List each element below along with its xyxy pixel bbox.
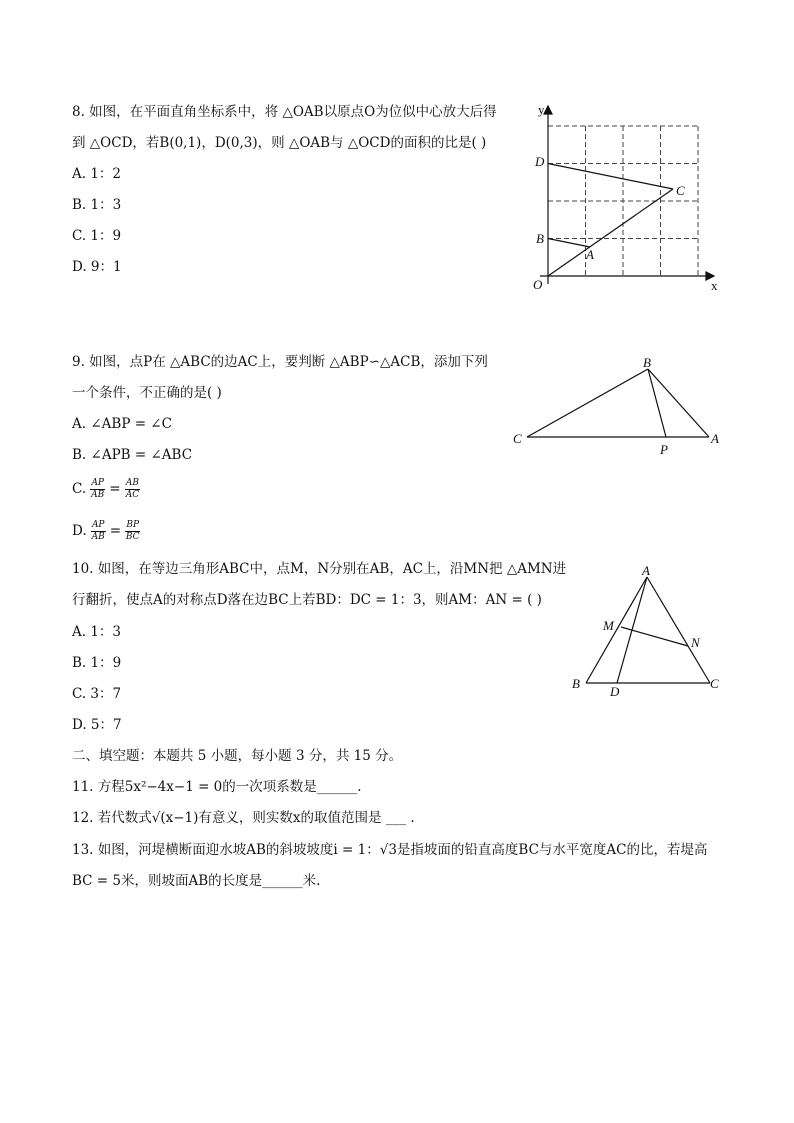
q8-option-a: A. 1：2 — [72, 166, 122, 182]
q9-option-c-num2: AB — [125, 478, 140, 488]
q8-triangles — [548, 164, 673, 277]
q9-line2: 一个条件，不正确的是( ) — [72, 385, 222, 401]
q10-label-n: N — [691, 635, 700, 650]
q8-axes — [540, 106, 714, 284]
q13-line1: 13. 如图，河堤横断面迎水坡AB的斜坡坡度i = 1：√3是指坡面的铅直高度BC与水平宽度AC的比，若堤高 — [72, 842, 708, 858]
q8-label-a: A — [586, 247, 594, 262]
q10-figure — [565, 560, 730, 700]
q9-option-c: C. $\frac{AP}{AB}$ = $\frac{AB}{AC}$ — [72, 478, 140, 500]
q8-option-b: B. 1：3 — [72, 197, 122, 213]
q10-option-c: C. 3：7 — [72, 686, 122, 702]
q9-option-b: B. ∠APB = ∠ABC — [72, 447, 193, 463]
q9-label-p: P — [660, 442, 668, 457]
q10-label-d: D — [610, 684, 620, 699]
q12-text: 12. 若代数式√(x−1)有意义，则实数x的取值范围是 ___ . — [72, 810, 415, 826]
q9-option-d-num2: BP — [126, 520, 140, 530]
q9-label-b: B — [643, 355, 651, 370]
q9-option-c-frac1 — [90, 478, 105, 501]
q9-triangle — [527, 369, 709, 437]
q9-option-d: D. $\frac{AP}{AB}$ = $\frac{BP}{BC}$ — [72, 520, 140, 542]
q9-option-c-den1: AB — [91, 490, 105, 500]
q13-line2: BC = 5米，则坡面AB的长度是______米. — [72, 873, 321, 889]
q10-line2: 行翻折，使点A的对称点D落在边BC上若BD：DC = 1：3，则AM：AN = ( ) — [72, 592, 542, 608]
q10-option-b: B. 1：9 — [72, 655, 122, 671]
q9-option-d-frac1 — [91, 520, 106, 543]
q11-text: 11. 方程5x²−4x−1 = 0的一次项系数是______. — [72, 779, 362, 795]
q8-option-c: C. 1：9 — [72, 228, 122, 244]
q9-option-a: A. ∠ABP = ∠C — [72, 416, 172, 432]
q9-figure — [505, 350, 730, 460]
q8-label-y: y — [538, 102, 545, 117]
q9-label-a: A — [711, 431, 719, 446]
section2-heading: 二、填空题：本题共 5 小题，每小题 3 分，共 15 分。 — [72, 748, 403, 764]
q9-option-d-den1: AB — [91, 532, 105, 542]
q9-line1: 9. 如图，点P在 △ABC的边AC上，要判断 △ABP∽△ACB，添加下列 — [72, 354, 488, 370]
q9-option-c-prefix: C. — [72, 481, 87, 497]
q8-option-d: D. 9：1 — [72, 259, 122, 275]
q8-figure — [525, 100, 730, 300]
q10-option-a: A. 1：3 — [72, 624, 122, 640]
q8-label-d: D — [535, 154, 545, 169]
q8-label-x: x — [711, 278, 718, 293]
q8-grid — [548, 126, 698, 276]
q8-label-o: O — [533, 277, 543, 292]
q8-line1: 8. 如图，在平面直角坐标系中，将 △OAB以原点O为位似中心放大后得 — [72, 104, 497, 120]
q8-line2: 到 △OCD，若B(0,1)，D(0,3)，则 △OAB与 △OCD的面积的比是( ) — [72, 135, 487, 151]
q9-label-c: C — [513, 431, 522, 446]
q10-line1: 10. 如图，在等边三角形ABC中，点M，N分别在AB，AC上，沿MN把 △AMN进 — [72, 561, 567, 577]
q9-option-c-num1: AP — [91, 478, 104, 488]
q10-label-c: C — [710, 676, 719, 691]
q9-option-c-den2: AC — [125, 490, 140, 500]
q8-label-c: C — [676, 183, 685, 198]
q9-option-d-frac2 — [125, 520, 140, 543]
q9-option-d-den2: BC — [125, 532, 140, 542]
q10-label-m: M — [603, 618, 614, 633]
q9-option-c-frac2 — [125, 478, 140, 501]
q10-label-a: A — [642, 563, 650, 578]
q9-option-d-prefix: D. — [72, 523, 87, 539]
q10-option-d: D. 5：7 — [72, 717, 122, 733]
q10-label-b: B — [572, 676, 580, 691]
q8-label-b: B — [536, 231, 544, 246]
q9-option-d-num1: AP — [91, 520, 105, 530]
